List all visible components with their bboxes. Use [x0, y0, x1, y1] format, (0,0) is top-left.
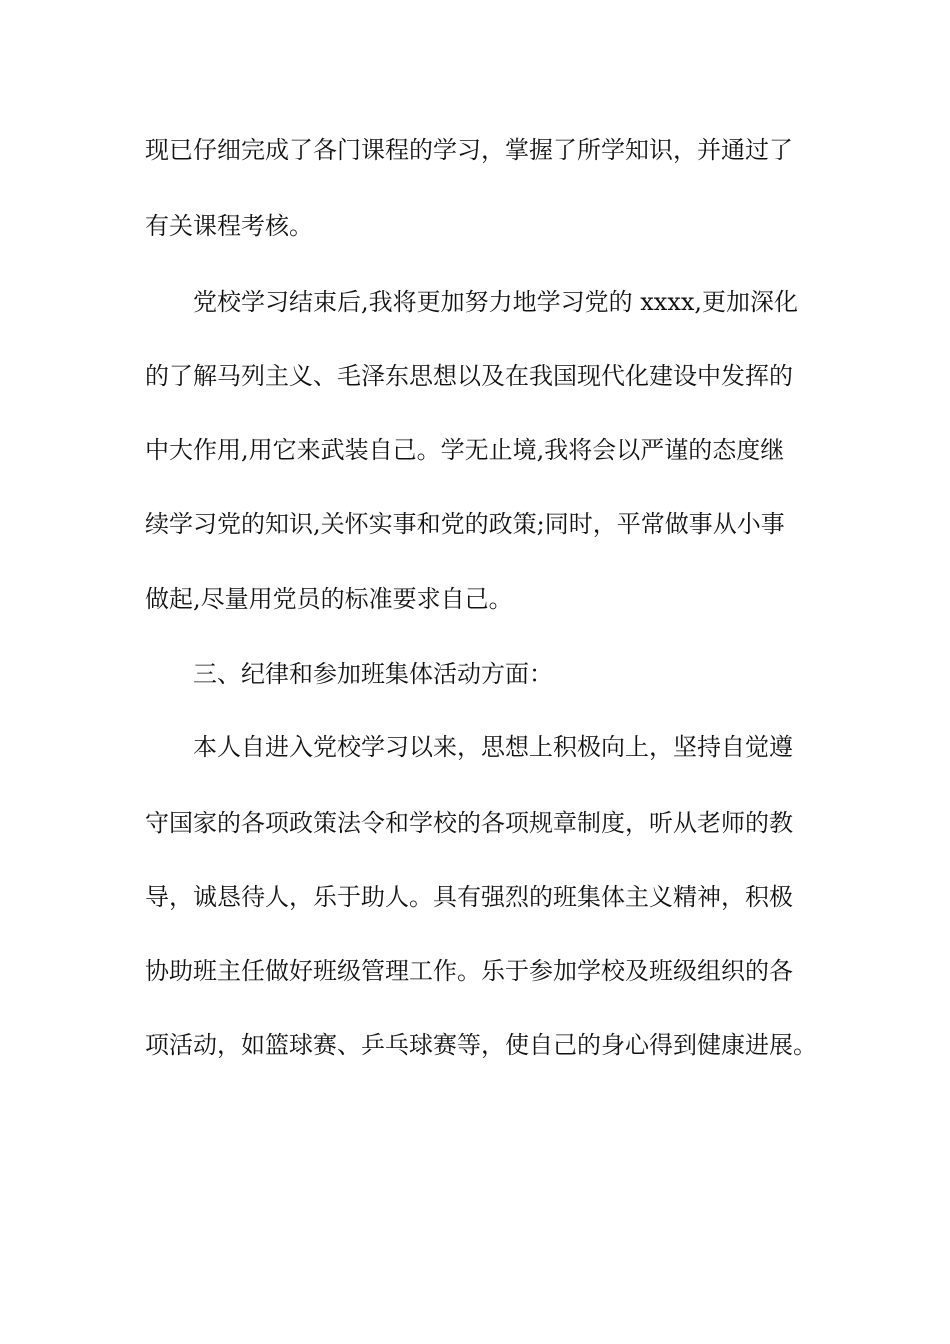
text-line: 项活动，如篮球赛、乒乓球赛等，使自己的身心得到健康进展。	[145, 1031, 817, 1059]
text-line: 续学习党的知识,关怀实事和党的政策;同时，平常做事从小事	[145, 510, 785, 538]
text-line: 做起,尽量用党员的标准要求自己。	[145, 585, 513, 613]
paragraph-first-line: 本人自进入党校学习以来，思想上积极向上，坚持自觉遵	[193, 733, 793, 761]
text-line: 的了解马列主义、毛泽东思想以及在我国现代化建设中发挥的	[145, 362, 793, 390]
text-line: 现已仔细完成了各门课程的学习，掌握了所学知识，并通过了	[145, 136, 793, 164]
text-line: 导，诚恳待人，乐于助人。具有强烈的班集体主义精神，积极	[145, 883, 793, 911]
text-line: 有关课程考核。	[145, 212, 313, 240]
section-heading: 三、纪律和参加班集体活动方面：	[193, 660, 553, 688]
text-line: 守国家的各项政策法令和学校的各项规章制度，听从老师的教	[145, 809, 793, 837]
text-line: 协助班主任做好班级管理工作。乐于参加学校及班级组织的各	[145, 957, 793, 985]
text-line: 中大作用,用它来武装自己。学无止境,我将会以严谨的态度继	[145, 436, 785, 464]
paragraph-first-line: 党校学习结束后,我将更加努力地学习党的 xxxx,更加深化	[193, 288, 799, 316]
